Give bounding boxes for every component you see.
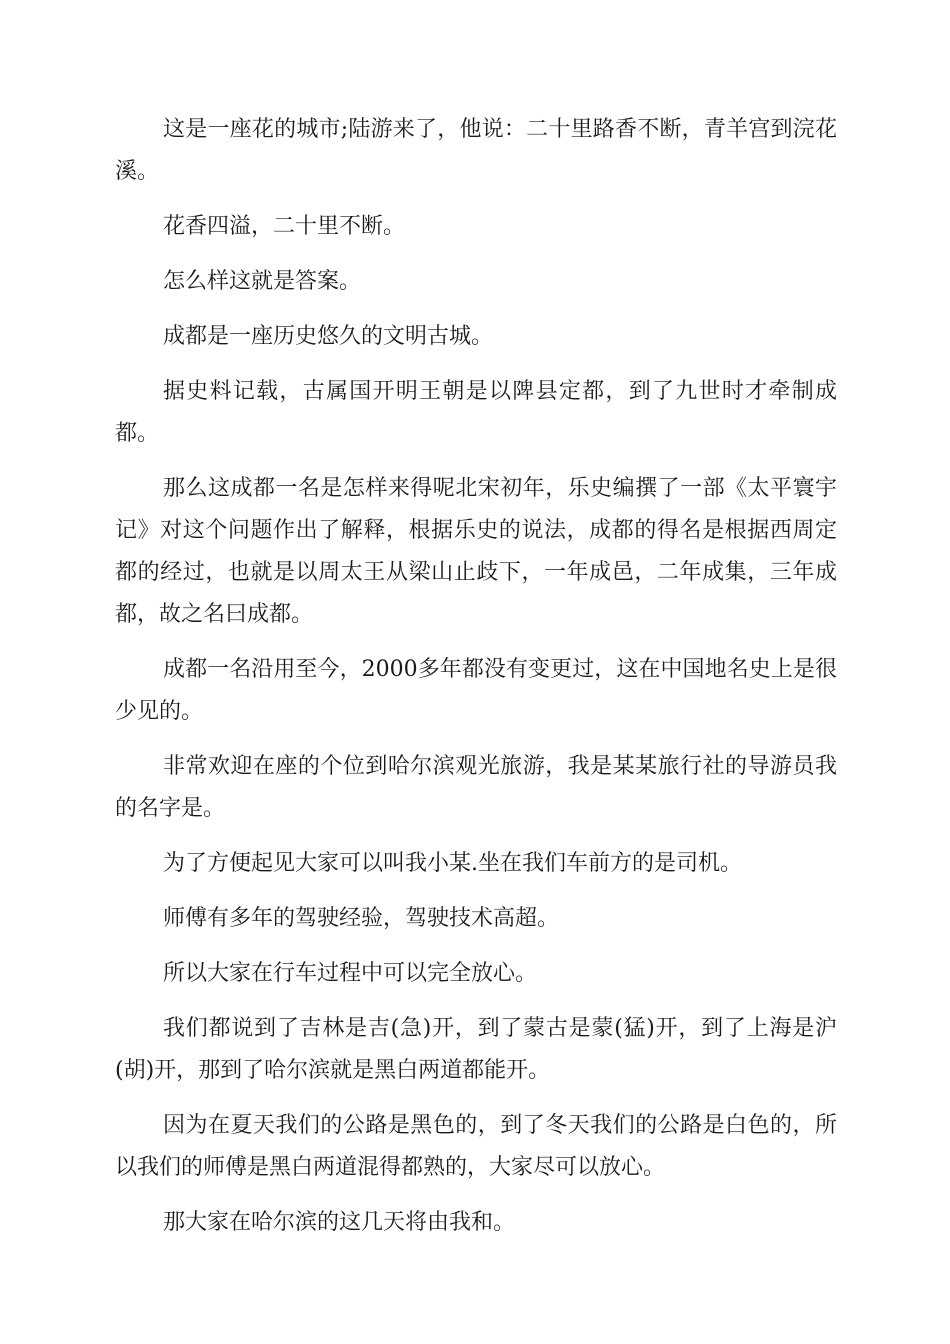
paragraph-6: 那么这成都一名是怎样来得呢北宋初年，乐史编撰了一部《太平寰宇记》对这个问题作出了解释，根据乐史的说法，成都的得名是根据西周定都的经过，也就是以周太王从梁山止歧下，一年成邑，二年成集，三年成都，故之名曰成都。 xyxy=(115,476,837,627)
paragraph-13: 因为在夏天我们的公路是黑色的，到了冬天我们的公路是白色的，所以我们的师傅是黑白两道混得都熟的，大家尽可以放心。 xyxy=(115,1113,837,1180)
paragraph-14: 那大家在哈尔滨的这几天将由我和。 xyxy=(163,1210,516,1235)
document-body xyxy=(115,109,837,1257)
paragraph-4: 成都是一座历史悠久的文明古城。 xyxy=(163,324,494,349)
paragraph-8: 非常欢迎在座的个位到哈尔滨观光旅游，我是某某旅行社的导游员我的名字是。 xyxy=(115,754,837,821)
paragraph-11: 所以大家在行车过程中可以完全放心。 xyxy=(163,961,538,986)
paragraph-2: 花香四溢，二十里不断。 xyxy=(163,214,406,239)
paragraph-12: 我们都说到了吉林是吉(急)开，到了蒙古是蒙(猛)开，到了上海是沪(胡)开，那到了哈尔滨就是黑白两道都能开。 xyxy=(115,1016,837,1083)
paragraph-3: 怎么样这就是答案。 xyxy=(163,269,362,294)
paragraph-5: 据史料记载，古属国开明王朝是以陴县定都，到了九世时才牵制成都。 xyxy=(115,379,837,446)
paragraph-7: 成都一名沿用至今，2000多年都没有变更过，这在中国地名史上是很少见的。 xyxy=(115,657,837,724)
paragraph-9: 为了方便起见大家可以叫我小某.坐在我们车前方的是司机。 xyxy=(163,851,742,876)
paragraph-10: 师傅有多年的驾驶经验，驾驶技术高超。 xyxy=(163,906,560,931)
paragraph-1: 这是一座花的城市;陆游来了，他说：二十里路香不断，青羊宫到浣花溪。 xyxy=(115,117,837,184)
